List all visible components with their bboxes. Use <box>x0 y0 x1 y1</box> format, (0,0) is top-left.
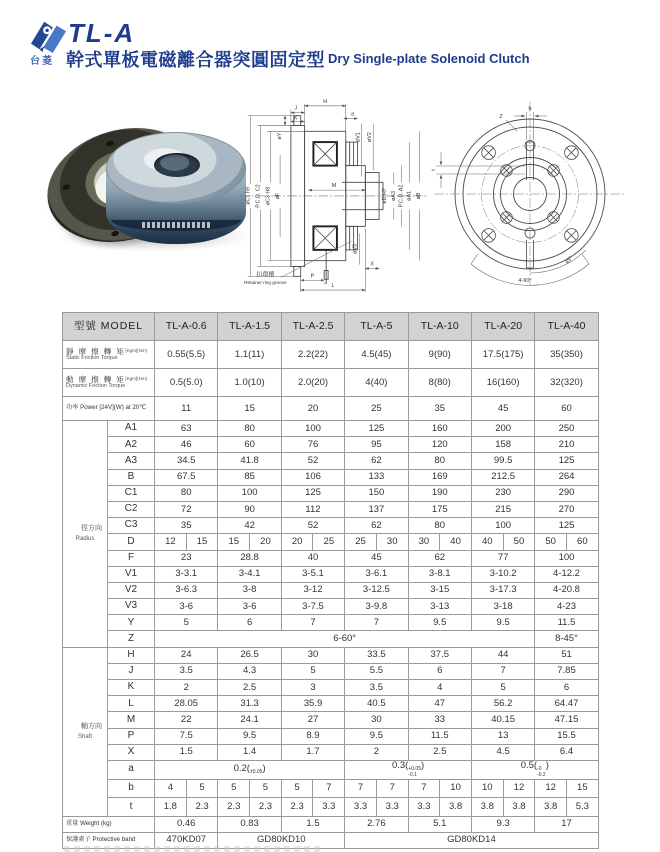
table-cell: 4.5 <box>471 744 534 760</box>
table-cell: 35 <box>155 518 218 534</box>
table-cell: 22 <box>155 712 218 728</box>
table-cell: 4-12.2 <box>535 566 598 582</box>
dim-K: K <box>293 115 298 122</box>
table-cell: 3 <box>281 680 344 696</box>
table-cell: 44 <box>471 647 534 663</box>
table-cell: 1.5 <box>155 744 218 760</box>
table-cell: 25 <box>313 534 345 550</box>
table-cell: 270 <box>535 501 598 517</box>
table-cell: 47.15 <box>535 712 598 728</box>
table-cell: X <box>108 744 155 760</box>
table-cell: C1 <box>108 485 155 501</box>
table-cell: 25 <box>345 397 408 421</box>
model-col: TL-A-20 <box>471 313 534 341</box>
table-cell: 32(320) <box>535 369 598 397</box>
model-col: TL-A-0.6 <box>155 313 218 341</box>
row-label-dynamic-torque: 動 摩 擦 轉 矩$^{[Kgm](Nm)}$ Dynamic Friction Torque <box>63 369 155 397</box>
table-cell: 3.3 <box>408 798 440 817</box>
table-cell: 6 <box>218 615 281 631</box>
table-cell: 4.5(45) <box>345 341 408 369</box>
table-cell: 10 <box>471 779 503 798</box>
table-cell: 25 <box>345 534 377 550</box>
table-cell: 133 <box>345 469 408 485</box>
table-cell: 4 <box>155 779 187 798</box>
table-cell: 5 <box>218 779 250 798</box>
table-cell: 99.5 <box>471 453 534 469</box>
table-cell: 33 <box>408 712 471 728</box>
table-cell: 2.5 <box>218 680 281 696</box>
model-header: 型號 MODEL <box>63 313 155 341</box>
table-cell: 60 <box>218 437 281 453</box>
table-cell: 112 <box>281 501 344 517</box>
dim-Z: Z <box>499 114 503 120</box>
table-cell: 35.9 <box>281 696 344 712</box>
clutch-body <box>106 132 246 248</box>
table-cell: 3-12 <box>281 582 344 598</box>
table-cell: 7 <box>281 615 344 631</box>
table-cell: 5 <box>186 779 218 798</box>
table-cell: 5 <box>281 779 313 798</box>
table-cell: 12 <box>503 779 535 798</box>
table-cell: 1.5 <box>281 816 344 832</box>
page-title-en: Dry Single-plate Solenoid Clutch <box>328 51 530 66</box>
table-cell: 7 <box>408 779 440 798</box>
table-cell: 2 <box>345 744 408 760</box>
table-cell: 34.5 <box>155 453 218 469</box>
product-photo <box>50 108 250 260</box>
table-cell: 3.3 <box>345 798 377 817</box>
table-cell: 5 <box>281 663 344 679</box>
table-cell: 17.5(175) <box>471 341 534 369</box>
dim-H: H <box>323 98 328 105</box>
table-cell: 28.8 <box>218 550 281 566</box>
table-cell: A2 <box>108 437 155 453</box>
table-cell: 3-5.1 <box>281 566 344 582</box>
table-cell: 106 <box>281 469 344 485</box>
table-cell: 2 <box>155 680 218 696</box>
table-cell: 76 <box>281 437 344 453</box>
section-radius: 徑方向 Radius <box>63 421 108 648</box>
table-cell: a <box>108 760 155 779</box>
model-col: TL-A-1.5 <box>218 313 281 341</box>
page-title-zh: 幹式單板電磁離合器突圓固定型 <box>66 50 325 70</box>
table-cell: 3-18 <box>471 599 534 615</box>
table-cell: 24 <box>155 647 218 663</box>
table-cell: C2 <box>108 501 155 517</box>
table-cell: 40 <box>440 534 472 550</box>
table-cell: 9.5 <box>218 728 281 744</box>
table-cell: 3.8 <box>503 798 535 817</box>
table-cell: 0.2( ±0.05 ) <box>155 760 345 779</box>
spec-table <box>62 312 599 849</box>
table-cell: 17 <box>535 816 598 832</box>
table-cell: 3.5 <box>155 663 218 679</box>
table-cell: 7.85 <box>535 663 598 679</box>
table-cell: 42 <box>218 518 281 534</box>
table-cell: 56.2 <box>471 696 534 712</box>
dim-J: J <box>294 105 298 112</box>
table-cell: 3.8 <box>440 798 472 817</box>
table-cell: 212.5 <box>471 469 534 485</box>
table-cell: 62 <box>408 550 471 566</box>
table-cell: 3-6.3 <box>155 582 218 598</box>
dim-a: a <box>351 111 355 118</box>
row-label-power: 功率 Power [24V](W) at 20℃ <box>63 397 155 421</box>
table-cell: 7.5 <box>155 728 218 744</box>
table-cell: 12 <box>535 779 567 798</box>
table-cell: V2 <box>108 582 155 598</box>
brand-name: 台菱 <box>30 56 54 67</box>
table-cell: 5.1 <box>408 816 471 832</box>
table-cell: 64.47 <box>535 696 598 712</box>
dim-45deg: 45° <box>564 255 575 266</box>
table-cell: D <box>108 534 155 550</box>
table-cell: 95 <box>345 437 408 453</box>
table-cell: 63 <box>155 421 218 437</box>
groove-note-zh: 扣環槽 <box>256 272 275 279</box>
table-cell: 40 <box>471 534 503 550</box>
table-cell: 4.3 <box>218 663 281 679</box>
table-cell: 80 <box>408 453 471 469</box>
table-cell: 1.4 <box>218 744 281 760</box>
table-cell: 6 <box>535 680 598 696</box>
table-cell: 15 <box>218 397 281 421</box>
table-cell: 100 <box>281 421 344 437</box>
table-cell: 40.5 <box>345 696 408 712</box>
table-cell: 8(80) <box>408 369 471 397</box>
table-cell: M <box>108 712 155 728</box>
table-cell: V3 <box>108 599 155 615</box>
table-cell: 3.8 <box>535 798 567 817</box>
model-col: TL-A-10 <box>408 313 471 341</box>
table-cell: 264 <box>535 469 598 485</box>
front-view-drawing <box>428 90 633 295</box>
table-cell: 3-6.1 <box>345 566 408 582</box>
table-cell: 30 <box>281 647 344 663</box>
table-cell: P <box>108 728 155 744</box>
table-cell: 175 <box>408 501 471 517</box>
table-cell: 15 <box>567 779 599 798</box>
table-cell: 15 <box>218 534 250 550</box>
table-cell: 15 <box>186 534 218 550</box>
table-cell: 5 <box>250 779 282 798</box>
table-cell: 47 <box>408 696 471 712</box>
table-cell: 7 <box>313 779 345 798</box>
table-cell: 0.55(5.5) <box>155 341 218 369</box>
table-cell: 0.5(5.0) <box>155 369 218 397</box>
table-cell: Z <box>108 631 155 647</box>
table-cell: 30 <box>408 534 440 550</box>
table-cell: 125 <box>345 421 408 437</box>
table-cell: 27 <box>281 712 344 728</box>
dim-M: M <box>331 183 337 190</box>
table-cell: 3-3.1 <box>155 566 218 582</box>
table-cell: 30 <box>345 712 408 728</box>
table-cell: 100 <box>218 485 281 501</box>
dim-PCD-C2: P.C.D. C2 <box>255 184 262 208</box>
table-cell: 80 <box>218 421 281 437</box>
table-cell: 0.5( -0 -0.2 ) <box>471 760 598 779</box>
table-cell: 125 <box>535 453 598 469</box>
dim-V2: øV2 <box>367 132 374 143</box>
table-cell: 10 <box>440 779 472 798</box>
table-cell: 0.83 <box>218 816 281 832</box>
table-cell: 20 <box>281 534 313 550</box>
table-cell: 9.5 <box>408 615 471 631</box>
table-cell: 8-45° <box>535 631 598 647</box>
table-cell: 125 <box>281 485 344 501</box>
dim-X: X <box>370 261 375 268</box>
table-cell: 470KD07 <box>155 832 218 848</box>
cross-section-drawing <box>236 86 432 304</box>
table-cell: 7 <box>471 663 534 679</box>
table-cell: 80 <box>408 518 471 534</box>
table-cell: 12 <box>155 534 187 550</box>
table-cell: 45 <box>471 397 534 421</box>
table-cell: GD80KD10 <box>218 832 345 848</box>
dim-D-H7: øD H7 <box>381 188 388 204</box>
table-cell: 5.3 <box>567 798 599 817</box>
table-cell: 52 <box>281 518 344 534</box>
dim-b: b <box>528 106 532 112</box>
table-cell: H <box>108 647 155 663</box>
table-cell: 3.5 <box>345 680 408 696</box>
table-cell: 28.05 <box>155 696 218 712</box>
table-cell: A3 <box>108 453 155 469</box>
table-cell: 100 <box>535 550 598 566</box>
table-cell: 3.8 <box>471 798 503 817</box>
table-cell: V1 <box>108 566 155 582</box>
table-cell: 1.7 <box>281 744 344 760</box>
table-cell: 46 <box>155 437 218 453</box>
dim-C3-H8: øC3 H8 <box>265 186 272 206</box>
table-cell: 150 <box>345 485 408 501</box>
table-cell: 4(40) <box>345 369 408 397</box>
table-cell: 7 <box>376 779 408 798</box>
dim-V1: øV1 <box>355 132 362 143</box>
table-cell: 2.3 <box>281 798 313 817</box>
table-cell: 160 <box>408 421 471 437</box>
table-cell: 1.1(11) <box>218 341 281 369</box>
row-label-weight: 重量 Weight (kg) <box>63 816 155 832</box>
table-cell: 120 <box>408 437 471 453</box>
dim-L: L <box>331 283 335 290</box>
table-cell: J <box>108 663 155 679</box>
model-col: TL-A-40 <box>535 313 598 341</box>
series-code: TL-A <box>68 18 136 48</box>
table-cell: 2.0(20) <box>281 369 344 397</box>
dim-C1-h9: øC1 h9 <box>245 187 252 205</box>
table-cell: 4 <box>408 680 471 696</box>
table-cell: 9.3 <box>471 816 534 832</box>
table-cell: 62 <box>345 453 408 469</box>
model-col: TL-A-2.5 <box>281 313 344 341</box>
table-cell: 3-8.1 <box>408 566 471 582</box>
table-cell: 4-23 <box>535 599 598 615</box>
clipped-footer-text <box>64 846 324 852</box>
table-cell: 5 <box>155 615 218 631</box>
table-cell: 3-7.5 <box>281 599 344 615</box>
table-cell: 67.5 <box>155 469 218 485</box>
table-cell: 200 <box>471 421 534 437</box>
table-cell: C3 <box>108 518 155 534</box>
table-cell: 3-6 <box>218 599 281 615</box>
table-cell: K <box>108 680 155 696</box>
table-cell: 1.8 <box>155 798 187 817</box>
model-col: TL-A-5 <box>345 313 408 341</box>
table-cell: 33.5 <box>345 647 408 663</box>
table-cell: 9(90) <box>408 341 471 369</box>
table-cell: 3-17.3 <box>471 582 534 598</box>
dim-A3: øA3 <box>390 191 397 201</box>
table-cell: 5 <box>471 680 534 696</box>
table-cell: 50 <box>535 534 567 550</box>
table-cell: 210 <box>535 437 598 453</box>
table-cell: 250 <box>535 421 598 437</box>
brand-logo-icon <box>28 18 70 54</box>
table-cell: 35(350) <box>535 341 598 369</box>
section-shaft: 軸方向 Shaft <box>63 647 108 816</box>
table-cell: 3-13 <box>408 599 471 615</box>
table-cell: 5.5 <box>345 663 408 679</box>
table-cell: 26.5 <box>218 647 281 663</box>
table-cell: 60 <box>535 397 598 421</box>
table-cell: 2.76 <box>345 816 408 832</box>
dim-4-90deg: 4-90° <box>518 278 532 284</box>
table-cell: 62 <box>345 518 408 534</box>
table-cell: 45 <box>345 550 408 566</box>
table-cell: 190 <box>408 485 471 501</box>
table-cell: A1 <box>108 421 155 437</box>
table-cell: 230 <box>471 485 534 501</box>
table-cell: 90 <box>218 501 281 517</box>
table-cell: 23 <box>155 550 218 566</box>
row-label-static-torque: 靜 摩 擦 轉 矩$^{[Kgm](Nm)}$ Static Friction Torque <box>63 341 155 369</box>
table-cell: 13 <box>471 728 534 744</box>
table-cell: 3-12.5 <box>345 582 408 598</box>
groove-note-en: Retainer ring groove <box>244 280 287 286</box>
table-cell: F <box>108 550 155 566</box>
table-cell: 2.3 <box>250 798 282 817</box>
table-cell: 125 <box>535 518 598 534</box>
table-cell: 7 <box>345 779 377 798</box>
table-cell: 0.46 <box>155 816 218 832</box>
table-cell: 100 <box>471 518 534 534</box>
table-cell: 3.3 <box>376 798 408 817</box>
table-cell: 11 <box>155 397 218 421</box>
table-cell: 24.1 <box>218 712 281 728</box>
table-cell: B <box>108 469 155 485</box>
table-cell: 3-15 <box>408 582 471 598</box>
dim-PCD-A2: P.C.D. A2 <box>398 184 405 208</box>
table-cell: 20 <box>250 534 282 550</box>
dim-B: øB <box>416 192 423 200</box>
table-cell: 20 <box>281 397 344 421</box>
table-cell: 0.3( +0.05 -0.1 ) <box>345 760 472 779</box>
table-cell: 60 <box>567 534 599 550</box>
table-cell: 40.15 <box>471 712 534 728</box>
table-cell: 3-8 <box>218 582 281 598</box>
table-cell: 6.4 <box>535 744 598 760</box>
table-cell: 85 <box>218 469 281 485</box>
table-cell: 2.3 <box>186 798 218 817</box>
table-cell: 9.5 <box>345 728 408 744</box>
table-cell: 16(160) <box>471 369 534 397</box>
table-cell: 30 <box>376 534 408 550</box>
dim-A1: øA1 <box>406 191 413 201</box>
dim-V3: øV3 <box>352 243 359 254</box>
table-cell: 72 <box>155 501 218 517</box>
table-cell: 40 <box>281 550 344 566</box>
table-cell: 77 <box>471 550 534 566</box>
table-cell: 6 <box>408 663 471 679</box>
table-cell: 3-4.1 <box>218 566 281 582</box>
dim-F: øF <box>275 192 282 200</box>
table-cell: 137 <box>345 501 408 517</box>
table-cell: 6-60° <box>155 631 535 647</box>
table-cell: 3-6 <box>155 599 218 615</box>
table-cell: 15.5 <box>535 728 598 744</box>
table-cell: 35 <box>408 397 471 421</box>
table-cell: t <box>108 798 155 817</box>
table-cell: 7 <box>345 615 408 631</box>
table-cell: 290 <box>535 485 598 501</box>
table-cell: 4-20.8 <box>535 582 598 598</box>
table-cell: 158 <box>471 437 534 453</box>
table-cell: 11.5 <box>408 728 471 744</box>
table-cell: Y <box>108 615 155 631</box>
table-cell: 3-10.2 <box>471 566 534 582</box>
dim-t: t <box>431 169 437 171</box>
table-cell: 2.2(22) <box>281 341 344 369</box>
table-cell: 8.9 <box>281 728 344 744</box>
table-cell: 2.3 <box>218 798 250 817</box>
table-cell: 169 <box>408 469 471 485</box>
table-cell: 80 <box>155 485 218 501</box>
dim-P: P <box>310 273 315 280</box>
table-cell: 52 <box>281 453 344 469</box>
table-cell: 31.3 <box>218 696 281 712</box>
table-cell: 11.5 <box>535 615 598 631</box>
table-cell: L <box>108 696 155 712</box>
row-label-protective: 保護素子 Protective band <box>63 832 155 848</box>
table-cell: b <box>108 779 155 798</box>
table-cell: GD80KD14 <box>345 832 599 848</box>
table-cell: 1.0(10) <box>218 369 281 397</box>
table-cell: 2.5 <box>408 744 471 760</box>
table-cell: 3.3 <box>313 798 345 817</box>
table-cell: 37.5 <box>408 647 471 663</box>
table-cell: 51 <box>535 647 598 663</box>
table-cell: 41.8 <box>218 453 281 469</box>
table-cell: 9.5 <box>471 615 534 631</box>
table-cell: 215 <box>471 501 534 517</box>
table-cell: 50 <box>503 534 535 550</box>
table-cell: 3-9.8 <box>345 599 408 615</box>
dim-Y: øY <box>277 132 284 140</box>
